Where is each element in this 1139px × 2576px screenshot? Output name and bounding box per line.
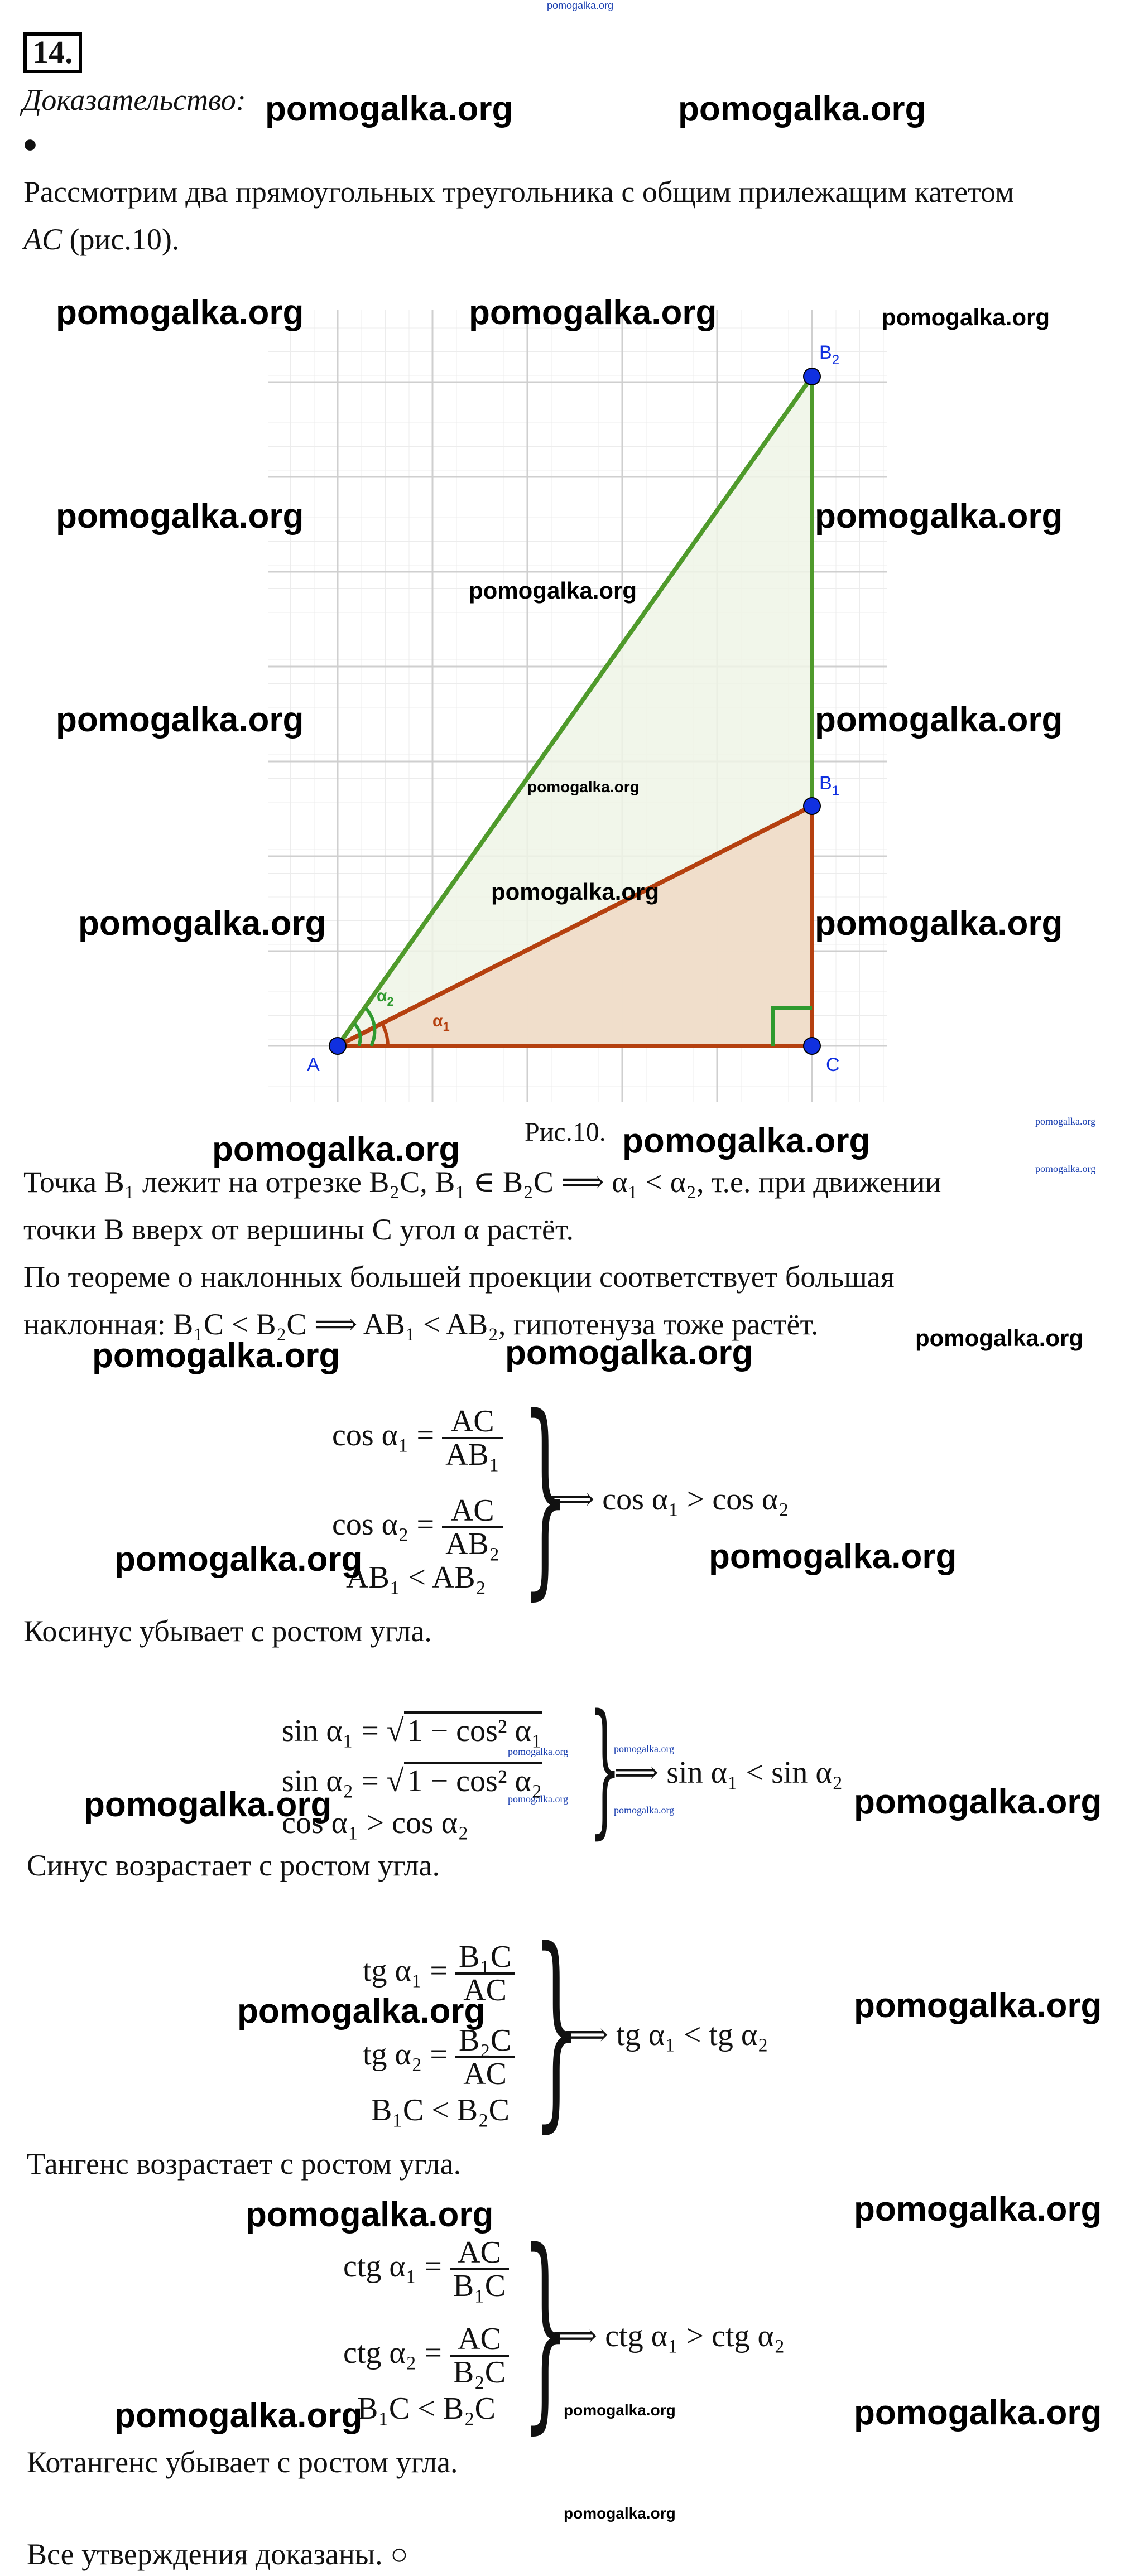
para1-line-1: Точка B₁ лежит на отрезке B₂C, B₁ ∈ B₂C ⟹ α₁ < α₂, т.е. при движении — [23, 1165, 941, 1199]
sin-conclusion: Синус возрастает с ростом угла. — [27, 1849, 440, 1882]
problem-number: 14. — [23, 32, 82, 73]
label-b1: $B_1$ — [819, 773, 840, 798]
final-statement: Все утверждения доказаны. ○ — [27, 2538, 408, 2571]
watermark: pomogalka.org — [1035, 1163, 1096, 1174]
watermark: pomogalka.org — [564, 2401, 676, 2419]
para1-line-3: По теореме о наклонных большей проекции соответствует большая — [23, 1260, 895, 1294]
tg-brace: } — [533, 1904, 580, 2151]
watermark: pomogalka.org — [84, 1786, 332, 1824]
watermark: pomogalka.org — [237, 1992, 486, 2030]
watermark: pomogalka.org — [815, 497, 1063, 536]
watermark: pomogalka.org — [114, 1540, 363, 1579]
watermark: pomogalka.org — [56, 293, 304, 332]
watermark: pomogalka.org — [854, 1783, 1102, 1821]
watermark: pomogalka.org — [614, 1743, 675, 1754]
watermark: pomogalka.org — [508, 1746, 569, 1757]
cos-line-1: cos α₁ = $\frac{AC}{\text{AB₁}}$ — [332, 1406, 503, 1470]
watermark: pomogalka.org — [56, 701, 304, 739]
sin-result: ⟹ sin α₁ < sin α₂ — [614, 1755, 843, 1790]
intro-line-2-rest: (рис.10). — [62, 223, 180, 256]
label-c: C — [826, 1054, 840, 1075]
tg-conclusion: Тангенс возрастает с ростом угла. — [27, 2147, 462, 2181]
sin-line-1: sin α₁ = √ 1 − cos² α₁ — [282, 1715, 542, 1747]
watermark: pomogalka.org — [882, 304, 1050, 330]
cos-conclusion: Косинус убывает с ростом угла. — [23, 1614, 432, 1648]
watermark: pomogalka.org — [212, 1130, 460, 1169]
ctg-line-2: ctg α₂ = $\frac{AC}{\text{B₂C}}$ — [343, 2323, 509, 2388]
tg-result: ⟹ tg α₁ < tg α₂ — [564, 2018, 768, 2052]
tg-line-2: tg α₂ = $\frac{\text{B₂C}}{AC}$ — [363, 2025, 515, 2090]
point-b1 — [804, 798, 820, 814]
cos-line-2: cos α₂ = $\frac{AC}{\text{AB₂}}$ — [332, 1495, 503, 1560]
ctg-result: ⟹ ctg α₁ > ctg α₂ — [552, 2319, 785, 2353]
watermark: pomogalka.org — [614, 1805, 675, 1816]
para1-line-2: точки B вверх от вершины C угол α растёт. — [23, 1213, 574, 1246]
watermark: pomogalka.org — [114, 2396, 363, 2435]
label-a: A — [307, 1054, 320, 1075]
point-b2 — [804, 368, 820, 385]
sin-line-2: sin α₂ = √ 1 − cos² α₂ — [282, 1765, 542, 1797]
intro-line-1: Рассмотрим два прямоугольных треугольника с общим прилежащим катетом — [23, 175, 1015, 209]
var-ac: AC — [23, 223, 63, 256]
label-alpha2: $\alpha_2$ — [377, 987, 394, 1009]
proof-label: Доказательство: — [22, 83, 246, 117]
watermark: pomogalka.org — [854, 2190, 1102, 2228]
point-c — [804, 1038, 820, 1054]
watermark: pomogalka.org — [1035, 1116, 1096, 1127]
label-alpha1: $\alpha_1$ — [432, 1012, 450, 1034]
watermark: pomogalka.org — [246, 2196, 494, 2234]
cos-line-3: AB₁ < AB₂ — [346, 1560, 487, 1595]
bullet: ● — [22, 129, 38, 158]
watermark: pomogalka.org — [709, 1537, 957, 1576]
tg-line-3: B₁C < B₂C — [371, 2093, 510, 2128]
watermark: pomogalka.org — [854, 2394, 1102, 2432]
watermark: pomogalka.org — [92, 1337, 340, 1375]
watermark: pomogalka.org — [815, 701, 1063, 739]
label-b2: $B_2$ — [819, 342, 840, 368]
watermark: pomogalka.org — [469, 293, 717, 332]
watermark: pomogalka.org — [915, 1325, 1084, 1351]
watermark: pomogalka.org — [265, 90, 513, 128]
sin-line-3: cos α₁ > cos α₂ — [282, 1806, 469, 1840]
watermark: pomogalka.org — [469, 577, 637, 604]
watermark: pomogalka.org — [78, 904, 326, 943]
triangle-figure — [262, 304, 898, 1118]
cos-brace: } — [522, 1371, 569, 1618]
ctg-line-3: B₁C < B₂C — [357, 2391, 496, 2426]
watermark: pomogalka.org — [815, 904, 1063, 943]
watermark: pomogalka.org — [527, 778, 640, 795]
ctg-conclusion: Котангенс убывает с ростом угла. — [27, 2445, 458, 2479]
point-a — [329, 1038, 346, 1054]
watermark: pomogalka.org — [508, 1793, 569, 1805]
watermark: pomogalka.org — [56, 497, 304, 536]
watermark: pomogalka.org — [505, 1334, 753, 1372]
watermark: pomogalka.org — [854, 1986, 1102, 2025]
cos-result: ⟹ cos α₁ > cos α₂ — [550, 1482, 789, 1517]
sin-brace: } — [589, 1684, 621, 1853]
watermark: pomogalka.org — [564, 2505, 676, 2522]
para1-line-4: наклонная: B₁C < B₂C ⟹ AB₁ < AB₂, гипотенуза тоже растёт. — [23, 1308, 819, 1341]
watermark: pomogalka.org — [678, 90, 926, 128]
ctg-line-1: ctg α₁ = $\frac{AC}{\text{B₁C}}$ — [343, 2237, 509, 2302]
top-watermark: pomogalka.org — [547, 0, 614, 11]
watermark: pomogalka.org — [622, 1122, 871, 1160]
intro-line-2 — [23, 218, 179, 261]
watermark: pomogalka.org — [491, 879, 660, 905]
ctg-brace: } — [522, 2205, 569, 2452]
figure-caption: Рис.10. — [525, 1117, 606, 1147]
tg-line-1: tg α₁ = $\frac{\text{B₁C}}{AC}$ — [363, 1941, 515, 2006]
